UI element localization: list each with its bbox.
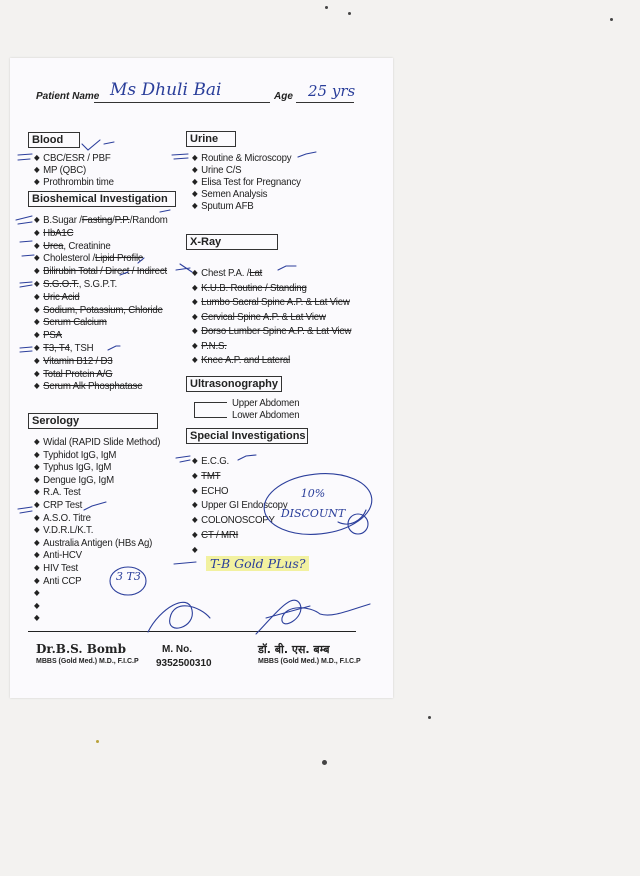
special-header: Special Investigations	[186, 428, 308, 444]
diamond-bullet-icon: ◆	[192, 153, 198, 162]
diamond-bullet-icon: ◆	[192, 282, 198, 292]
speck	[322, 760, 327, 765]
diamond-bullet-icon: ◆	[34, 449, 40, 459]
item-label: E.C.G.	[201, 455, 230, 467]
diamond-bullet-icon: ◆	[34, 613, 40, 623]
item-label: COLONOSCOPY	[201, 514, 275, 527]
prescription-form	[10, 58, 393, 698]
item-label-struck: Lipid Profile	[95, 252, 144, 265]
list-item	[34, 449, 160, 462]
item-label: CRP Test	[43, 498, 83, 511]
age-line	[296, 102, 354, 103]
item-label: Chest P.A. /	[201, 267, 250, 279]
list-item	[192, 498, 288, 513]
list-item	[192, 310, 351, 325]
diamond-bullet-icon: ◆	[192, 297, 198, 306]
item-label-struck: Sodium, Potassium, Chloride	[43, 303, 163, 316]
list-item	[192, 484, 288, 499]
patient-name-value: Ms Dhuli Bai	[110, 80, 222, 100]
list-item	[192, 200, 301, 212]
list-item	[34, 265, 168, 278]
list-item	[192, 339, 351, 354]
mobile-label: M. No.	[162, 644, 192, 655]
list-item	[34, 176, 114, 188]
diamond-bullet-icon: ◆	[34, 368, 40, 378]
item-label-struck: K.U.B. Routine / Standing	[201, 281, 307, 294]
item-label-struck: Bilirubin Total / Direct / Indirect	[43, 265, 168, 278]
diamond-bullet-icon: ◆	[34, 600, 40, 610]
diamond-bullet-icon: ◆	[192, 177, 198, 186]
item-label: A.S.O. Titre	[43, 511, 91, 524]
item-label: , S.G.P.T.	[78, 277, 117, 290]
item-label-struck: Dorso Lumber Spine A.P. & Lat View	[201, 325, 352, 337]
diamond-bullet-icon: ◆	[34, 240, 40, 250]
item-label-struck: P.P.	[114, 214, 130, 226]
item-label: CBC/ESR / PBF	[43, 152, 111, 164]
speck	[96, 740, 99, 743]
speck	[428, 716, 431, 719]
item-label-struck: Lumbo Sacral Spine A.P. & Lat View	[201, 296, 350, 308]
item-label-struck: Serum Calcium	[43, 316, 107, 329]
item-label-struck: Fasting	[81, 214, 113, 226]
list-item	[192, 454, 288, 469]
item-label-struck: HbA1C	[43, 226, 74, 239]
list-item	[34, 380, 168, 393]
list-item	[34, 474, 160, 487]
diamond-bullet-icon: ◆	[34, 562, 40, 572]
item-label: Prothrombin time	[43, 176, 114, 188]
list-item	[192, 176, 301, 188]
list-item: Lower Abdomen	[232, 409, 300, 421]
item-label: Elisa Test for Pregnancy	[201, 176, 301, 188]
diamond-bullet-icon: ◆	[34, 550, 40, 560]
list-item	[34, 524, 160, 537]
list-item	[34, 316, 168, 329]
list-item	[34, 304, 168, 317]
item-label: MP (QBC)	[43, 164, 87, 176]
list-item	[34, 252, 168, 265]
diamond-bullet-icon: ◆	[34, 291, 40, 301]
list-item	[34, 499, 160, 512]
list-item	[34, 486, 160, 499]
item-label-struck: PSA	[43, 329, 62, 342]
list-item	[192, 295, 351, 310]
list-item	[34, 436, 160, 449]
list-item	[34, 355, 168, 368]
list-item	[34, 214, 168, 227]
item-label: /Random	[129, 214, 168, 226]
doctor-name-hindi: डॉ. बी. एस. बम्ब	[258, 643, 330, 656]
xray-header: X-Ray	[186, 234, 278, 250]
diamond-bullet-icon: ◆	[192, 268, 198, 277]
list-item	[34, 329, 168, 342]
biochem-header: Bioshemical Investigation	[28, 191, 176, 207]
diamond-bullet-icon: ◆	[34, 588, 40, 598]
item-label: Australia Antigen (HBs Ag)	[43, 536, 153, 549]
handwritten-tb-gold: T-B Gold PLus?	[206, 556, 309, 571]
list-item: Upper Abdomen	[232, 397, 300, 409]
item-label: Typhus IgG, IgM	[43, 461, 112, 474]
list-item	[192, 513, 288, 528]
diamond-bullet-icon: ◆	[34, 330, 40, 340]
diamond-bullet-icon: ◆	[192, 355, 198, 364]
diamond-bullet-icon: ◆	[192, 544, 198, 554]
diamond-bullet-icon: ◆	[34, 342, 40, 352]
item-label: Routine & Microscopy	[201, 152, 292, 164]
item-label: , Creatinine	[63, 239, 111, 252]
diamond-bullet-icon: ◆	[192, 456, 198, 465]
item-label-struck: P.N.S.	[201, 339, 227, 352]
item-label: Sputum AFB	[201, 200, 254, 212]
discount-note: 10% DISCOUNT	[280, 487, 346, 520]
diamond-bullet-icon: ◆	[34, 525, 40, 535]
patient-name-label: Patient Name	[36, 91, 100, 102]
list-item	[34, 512, 160, 525]
list-item	[34, 164, 114, 176]
list-item	[192, 152, 301, 164]
list-item	[192, 281, 351, 296]
item-label: Widal (RAPID Slide Method)	[43, 436, 161, 448]
diamond-bullet-icon: ◆	[192, 485, 198, 495]
diamond-bullet-icon: ◆	[192, 201, 198, 210]
list-item	[34, 587, 160, 600]
diamond-bullet-icon: ◆	[192, 189, 198, 198]
mobile-number: 9352500310	[156, 658, 212, 669]
age-label: Age	[274, 91, 293, 102]
item-label-struck: TMT	[201, 469, 221, 482]
doctor-name: Dr.B.S. Bomb	[36, 642, 126, 656]
item-label-struck: Urea	[43, 239, 64, 252]
list-item	[34, 291, 168, 304]
diamond-bullet-icon: ◆	[34, 153, 40, 162]
patient-name-line	[94, 102, 270, 103]
item-label: V.D.R.L/K.T.	[43, 524, 94, 537]
item-label: Anti-HCV	[43, 549, 82, 562]
diamond-bullet-icon: ◆	[192, 500, 198, 510]
diamond-bullet-icon: ◆	[34, 165, 40, 174]
item-label-struck: T3, T4	[43, 341, 70, 354]
usg-bracket	[194, 402, 227, 418]
item-label-struck: Total Protein A/G	[43, 367, 113, 380]
list-item	[192, 266, 351, 281]
blood-header: Blood	[28, 132, 80, 148]
item-label-struck: CT / MRI	[201, 528, 239, 541]
list-item	[34, 240, 168, 253]
diamond-bullet-icon: ◆	[34, 215, 40, 224]
item-label: /	[112, 214, 115, 226]
item-label-struck: Knee A.P. and Lateral	[201, 354, 291, 366]
list-item	[192, 188, 301, 200]
list-item	[192, 528, 288, 543]
item-label-struck: Vitamin B12 / D3	[43, 354, 113, 367]
biochem-list	[34, 214, 168, 393]
list-item	[34, 549, 160, 562]
item-label: HIV Test	[43, 561, 79, 574]
diamond-bullet-icon: ◆	[34, 304, 40, 314]
list-item	[34, 342, 168, 355]
serology-list	[34, 436, 160, 625]
urine-list	[192, 152, 301, 212]
diamond-bullet-icon: ◆	[34, 537, 40, 547]
item-label-struck: S.G.O.T.	[43, 277, 79, 290]
footer-divider	[28, 631, 356, 632]
age-value: 25 yrs	[308, 82, 356, 100]
item-label: ECHO	[201, 484, 229, 497]
diamond-bullet-icon: ◆	[192, 165, 198, 174]
diamond-bullet-icon: ◆	[34, 253, 40, 263]
speck	[348, 12, 351, 15]
usg-header: Ultrasonography	[186, 376, 282, 392]
list-item	[34, 368, 168, 381]
doctor-quals: MBBS (Gold Med.) M.D., F.I.C.P	[36, 658, 139, 665]
list-item	[34, 575, 160, 588]
diamond-bullet-icon: ◆	[34, 355, 40, 365]
list-item	[192, 353, 351, 368]
speck	[325, 6, 328, 9]
list-item	[34, 600, 160, 613]
item-label: Upper GI Endoscopy	[201, 499, 288, 512]
item-label: Semen Analysis	[201, 188, 268, 200]
serology-header: Serology	[28, 413, 158, 429]
diamond-bullet-icon: ◆	[192, 340, 198, 350]
list-item	[192, 324, 351, 339]
urine-header: Urine	[186, 131, 236, 147]
diamond-bullet-icon: ◆	[192, 470, 198, 480]
list-item	[34, 537, 160, 550]
diamond-bullet-icon: ◆	[192, 529, 198, 539]
diamond-bullet-icon: ◆	[34, 512, 40, 522]
list-item	[34, 152, 114, 164]
diamond-bullet-icon: ◆	[34, 381, 40, 391]
item-label: R.A. Test	[43, 486, 81, 499]
diamond-bullet-icon: ◆	[34, 487, 40, 497]
list-item	[192, 469, 288, 484]
diamond-bullet-icon: ◆	[34, 575, 40, 585]
diamond-bullet-icon: ◆	[34, 227, 40, 237]
circled-note: 3 T3	[116, 570, 141, 583]
speck	[610, 18, 613, 21]
xray-list	[192, 266, 351, 368]
item-label: Cholesterol /	[43, 252, 96, 265]
list-item	[34, 227, 168, 240]
item-label-struck: Lat	[249, 267, 263, 279]
item-label: Typhidot IgG, IgM	[43, 448, 117, 461]
diamond-bullet-icon: ◆	[34, 474, 40, 484]
item-label: Anti CCP	[43, 574, 82, 587]
list-item	[34, 562, 160, 575]
item-label: Dengue IgG, IgM	[43, 473, 114, 486]
list-item	[34, 461, 160, 474]
item-label-struck: Cervical Spine A.P. & Lat View	[201, 310, 326, 323]
item-label: , TSH	[69, 341, 94, 354]
item-label-struck: Uric Acid	[43, 290, 80, 303]
diamond-bullet-icon: ◆	[34, 317, 40, 327]
diamond-bullet-icon: ◆	[34, 462, 40, 472]
item-label: B.Sugar /	[43, 214, 82, 226]
item-label: Urine C/S	[201, 164, 242, 176]
special-list	[192, 454, 288, 558]
diamond-bullet-icon: ◆	[34, 278, 40, 288]
diamond-bullet-icon: ◆	[192, 326, 198, 335]
doctor-quals-right: MBBS (Gold Med.) M.D., F.I.C.P	[258, 658, 361, 665]
blood-list	[34, 152, 114, 188]
diamond-bullet-icon: ◆	[192, 311, 198, 321]
list-item	[34, 278, 168, 291]
list-item	[192, 164, 301, 176]
item-label-struck: Serum Alk Phosphatase	[43, 380, 143, 393]
usg-list	[232, 397, 299, 421]
diamond-bullet-icon: ◆	[34, 266, 40, 276]
diamond-bullet-icon: ◆	[34, 177, 40, 186]
diamond-bullet-icon: ◆	[34, 437, 40, 446]
list-item	[34, 612, 160, 625]
diamond-bullet-icon: ◆	[192, 515, 198, 525]
diamond-bullet-icon: ◆	[34, 499, 40, 509]
